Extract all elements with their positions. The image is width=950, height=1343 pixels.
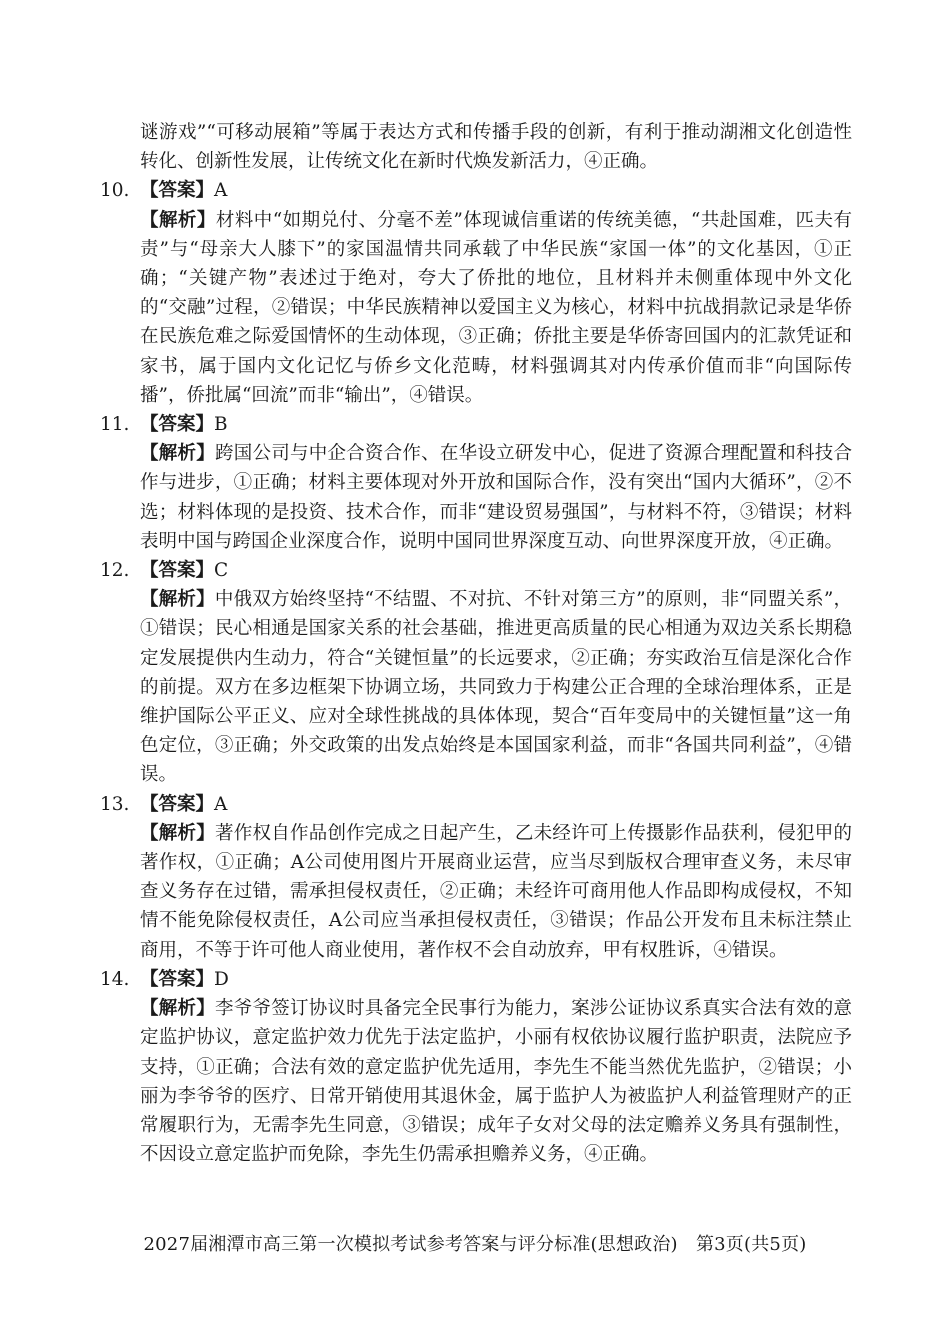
page-footer: 2027届湘潭市高三第一次模拟考试参考答案与评分标准(思想政治) 第3页(共5页) bbox=[143, 1234, 807, 1255]
explanation-label: 【解析】 bbox=[140, 443, 215, 465]
answer-item-11 bbox=[100, 410, 852, 556]
answer-label: 【答案】 bbox=[140, 180, 215, 202]
explanation-paragraph bbox=[100, 819, 852, 965]
explanation-text: 李爷爷签订协议时具备完全民事行为能力，案涉公证协议系真实合法有效的意定监护协议，意定监护效力优先于法定监护，小丽有权依协议履行监护职责，法院应予支持，①正确；合法有效的意定监护优先适用，李先生不能当然优先监护，②错误；小丽为李爷爷的医疗、日常开销使用其退休金，属于监护人为被监护人利益管理财产的正常履职行为，无需李先生同意，③错误；成年子女对父母的法定赡养义务具有强制性，不因设立意定监护而免除，李先生仍需承担赡养义务，④正确。 bbox=[140, 998, 852, 1166]
explanation-label: 【解析】 bbox=[140, 822, 215, 844]
answer-value: A bbox=[214, 180, 228, 202]
explanation-paragraph bbox=[100, 206, 852, 410]
question-number: 13. bbox=[100, 793, 130, 815]
answer-value: A bbox=[214, 793, 228, 815]
explanation-label: 【解析】 bbox=[140, 998, 215, 1020]
answer-value: B bbox=[214, 414, 228, 436]
explanation-text: 跨国公司与中企合资合作、在华设立研发中心，促进了资源合理配置和科技合作与进步，①正确；材料主要体现对外开放和国际合作，没有突出“国内大循环”，②不选；材料体现的是投资、技术合作，而非“建设贸易强国”，与材料不符，③错误；材料表明中国与跨国企业深度合作，说明中国同世界深度互动、向世界深度开放，④正确。 bbox=[140, 443, 852, 552]
explanation-label: 【解析】 bbox=[140, 209, 216, 231]
answer-line bbox=[100, 965, 852, 994]
answer-item-10 bbox=[100, 176, 852, 410]
explanation-text: 材料中“如期兑付、分毫不差”体现诚信重诺的传统美德，“共赴国难，匹夫有责”与“母亲大人膝下”的家国温情共同承载了中华民族“家国一体”的文化基因，①正确；“关键产物”表述过于绝对，夸大了侨批的地位，且材料并未侧重体现中外文化的“交融”过程，②错误；中华民族精神以爱国主义为核心，材料中抗战捐款记录是华侨在民族危难之际爱国情怀的生动体现，③正确；侨批主要是华侨寄回国内的汇款凭证和家书，属于国内文化记忆与侨乡文化范畴，材料强调其对内传承价值而非“向国际传播”，侨批属“回流”而非“输出”，④错误。 bbox=[140, 209, 852, 406]
question-number: 12. bbox=[100, 560, 130, 582]
explanation-paragraph bbox=[100, 585, 852, 789]
answer-label: 【答案】 bbox=[140, 414, 215, 436]
question-number: 14. bbox=[100, 968, 130, 990]
explanation-paragraph bbox=[100, 994, 852, 1169]
explanation-label: 【解析】 bbox=[140, 589, 215, 611]
answer-line bbox=[100, 410, 852, 439]
explanation-paragraph bbox=[100, 439, 852, 556]
answer-item-13 bbox=[100, 790, 852, 965]
explanation-text: 中俄双方始终坚持“不结盟、不对抗、不针对第三方”的原则，非“同盟关系”，①错误；民心相通是国家关系的社会基础，推进更高质量的民心相通为双边关系长期稳定发展提供内生动力，符合“关键恒量”的长远要求，②正确；夯实政治互信是深化合作的前提。双方在多边框架下协调立场，共同致力于构建公正合理的全球治理体系，正是维护国际公平正义、应对全球性挑战的具体体现，契合“百年变局中的关键恒量”这一角色定位，③正确；外交政策的出发点始终是本国国家利益，而非“各国共同利益”，④错误。 bbox=[140, 589, 852, 786]
answer-content bbox=[100, 118, 852, 1169]
answer-value: D bbox=[214, 968, 229, 990]
answer-value: C bbox=[214, 560, 229, 582]
question-number: 11. bbox=[100, 414, 130, 436]
answer-label: 【答案】 bbox=[140, 560, 215, 582]
answer-line bbox=[100, 556, 852, 585]
answer-line bbox=[100, 790, 852, 819]
answer-line bbox=[100, 176, 852, 205]
answer-item-12 bbox=[100, 556, 852, 790]
answer-label: 【答案】 bbox=[140, 968, 215, 990]
intro-paragraph: 谜游戏”“可移动展箱”等属于表达方式和传播手段的创新，有利于推动湖湘文化创造性转化、创新性发展，让传统文化在新时代焕发新活力，④正确。 bbox=[140, 122, 852, 173]
question-number: 10. bbox=[100, 180, 130, 202]
explanation-text: 著作权自作品创作完成之日起产生，乙未经许可上传摄影作品获利，侵犯甲的著作权，①正确；A公司使用图片开展商业运营，应当尽到版权合理审查义务，未尽审查义务存在过错，需承担侵权责任，②正确；未经许可商用他人作品即构成侵权，不知情不能免除侵权责任，A公司应当承担侵权责任，③错误；作品公开发布且未标注禁止商用，不等于许可他人商业使用，著作权不会自动放弃，甲有权胜诉，④错误。 bbox=[140, 822, 852, 961]
answer-item-14 bbox=[100, 965, 852, 1169]
answer-label: 【答案】 bbox=[140, 793, 215, 815]
